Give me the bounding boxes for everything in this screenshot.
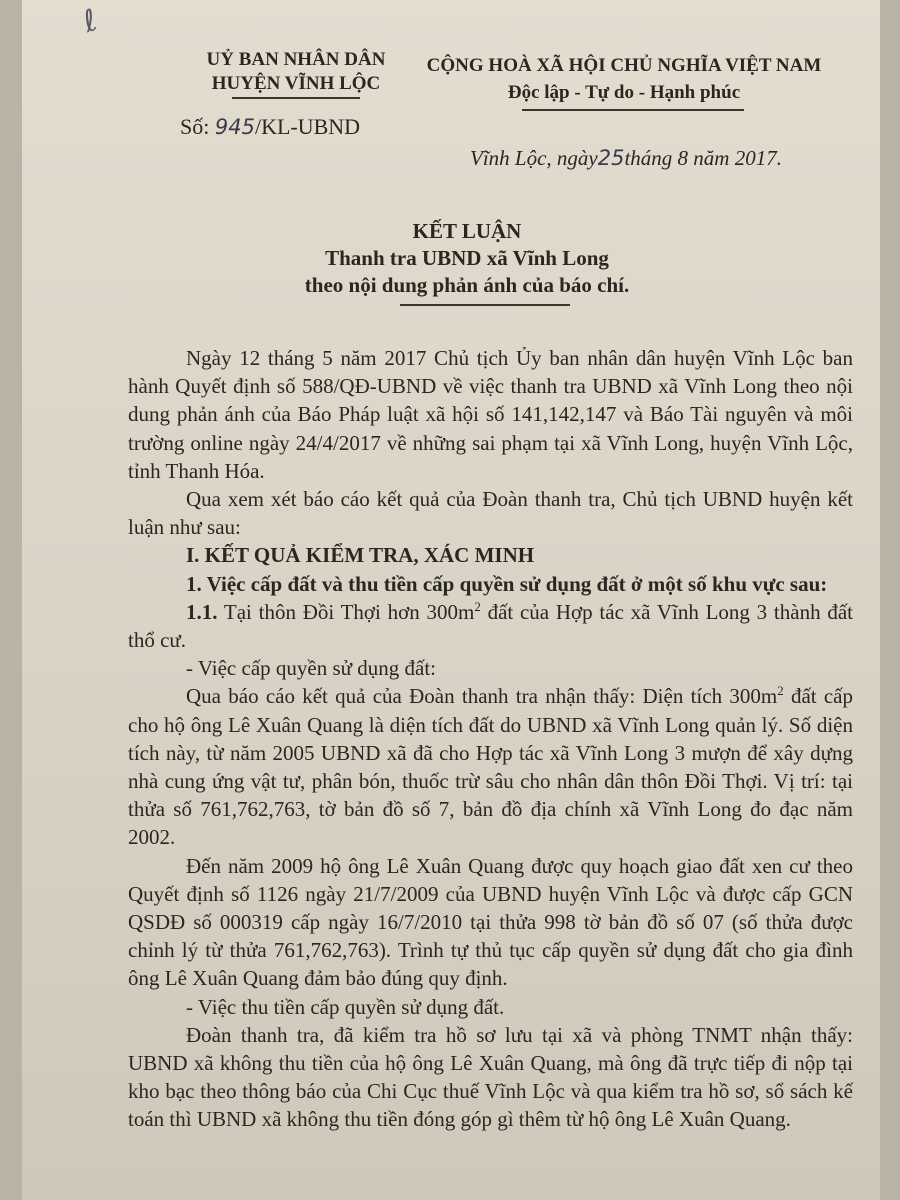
handwritten-day: 25 [597,146,625,170]
bullet-item: - Việc cấp quyền sử dụng đất: [186,656,437,681]
authority-line-1: UỶ BAN NHÂN DÂN [206,49,386,70]
document-number: Số: 945/KL-UBND [180,114,361,139]
subsection-heading: 1. Việc cấp đất và thu tiền cấp quyền sử dụng đất ở một số khu vực sau: [186,571,828,596]
title-underline [400,304,570,306]
paragraph: Đến năm 2009 hộ ông Lê Xuân Quang được quy hoạch giao đất xen cư theo Quyết định số 1126 ngày 21/7/2009 của UBND huyện Vĩnh Lộc và được cấp GCN QSDĐ số 000319 cấp ngày 16/7/2010 tại thửa 998 tờ bản đồ số 07 (số thửa được chỉnh lý từ thửa 761,762,763). Trình tự thủ tục cấp quyền sử dụng đất cho gia đình ông Lê Xuân Quang đảm bảo đúng quy định. [128,853,853,991]
title-line-1: KẾT LUẬN [412,219,522,243]
nation-line-2: Độc lập - Tự do - Hạnh phúc [507,82,741,103]
motto-underline [522,109,744,111]
paragraph: Đoàn thanh tra, đã kiểm tra hồ sơ lưu tại xã và phòng TNMT nhận thấy: UBND xã không thu tiền của hộ ông Lê Xuân Quang, mà ông đã trực tiếp đi nộp tại kho bạc theo thông báo của Chi Cục thuế Vĩnh Lộc và qua kiểm tra hồ sơ, sổ sách kế toán thì UBND xã không thu tiền đóng góp gì thêm từ hộ ông Lê Xuân Quang. [128,1022,853,1132]
nation-line-1: CỘNG HOÀ XÃ HỘI CHỦ NGHĨA VIỆT NAM [426,55,822,76]
authority-underline [232,97,360,99]
handwritten-number: 945 [214,115,255,139]
document-page [22,0,880,1200]
document-title [142,218,792,299]
authority-line-2: HUYỆN VĨNH LỘC [211,73,381,94]
title-line-2: Thanh tra UBND xã Vĩnh Long [325,246,609,270]
subsection-item: 1.1. Tại thôn Đồi Thợi hơn $300m^2$ đất của Hợp tác xã Vĩnh Long 3 thành đất thổ cư. [128,598,854,653]
place-date: Vĩnh Lộc, ngày25tháng 8 năm 2017. [470,146,782,170]
document-body [128,344,853,1134]
issuing-authority [186,48,406,96]
bullet-item: - Việc thu tiền cấp quyền sử dụng đất. [186,994,505,1019]
paragraph: Qua xem xét báo cáo kết quả của Đoàn thanh tra, Chủ tịch UBND huyện kết luận như sau: [128,487,853,540]
pen-mark-icon: ℓ [78,2,102,41]
section-heading: I. KẾT QUẢ KIỂM TRA, XÁC MINH [186,543,535,568]
paragraph: Ngày 12 tháng 5 năm 2017 Chủ tịch Ủy ban nhân dân huyện Vĩnh Lộc ban hành Quyết định số 588/QĐ-UBND về việc thanh tra UBND xã Vĩnh Long theo nội dung phản ánh của Báo Pháp luật xã hội số 141,142,147 và Báo Tài nguyên và môi trường online ngày 24/4/2017 về những sai phạm tại xã Vĩnh Long, huyện Vĩnh Lộc, tỉnh Thanh Hóa. [128,346,853,483]
paragraph: Qua báo cáo kết quả của Đoàn thanh tra nhận thấy: Diện tích $300m^2$ đất cấp cho hộ ông Lê Xuân Quang là diện tích đất do UBND xã Vĩnh Long quản lý. Số diện tích này, từ năm 2005 UBND xã đã cho Hợp tác xã Vĩnh Long 3 mượn để xây dựng nhà cung ứng vật tư, phân bón, thuốc trừ sâu cho nhân dân thôn Đồi Thợi. Vị trí: tại thửa số 761,762,763, tờ bản đồ số 7, bản đồ địa chính xã Vĩnh Long đo đạc năm 2002. [128,683,854,850]
national-header [414,52,834,106]
title-line-3: theo nội dung phản ánh của báo chí. [304,273,630,297]
